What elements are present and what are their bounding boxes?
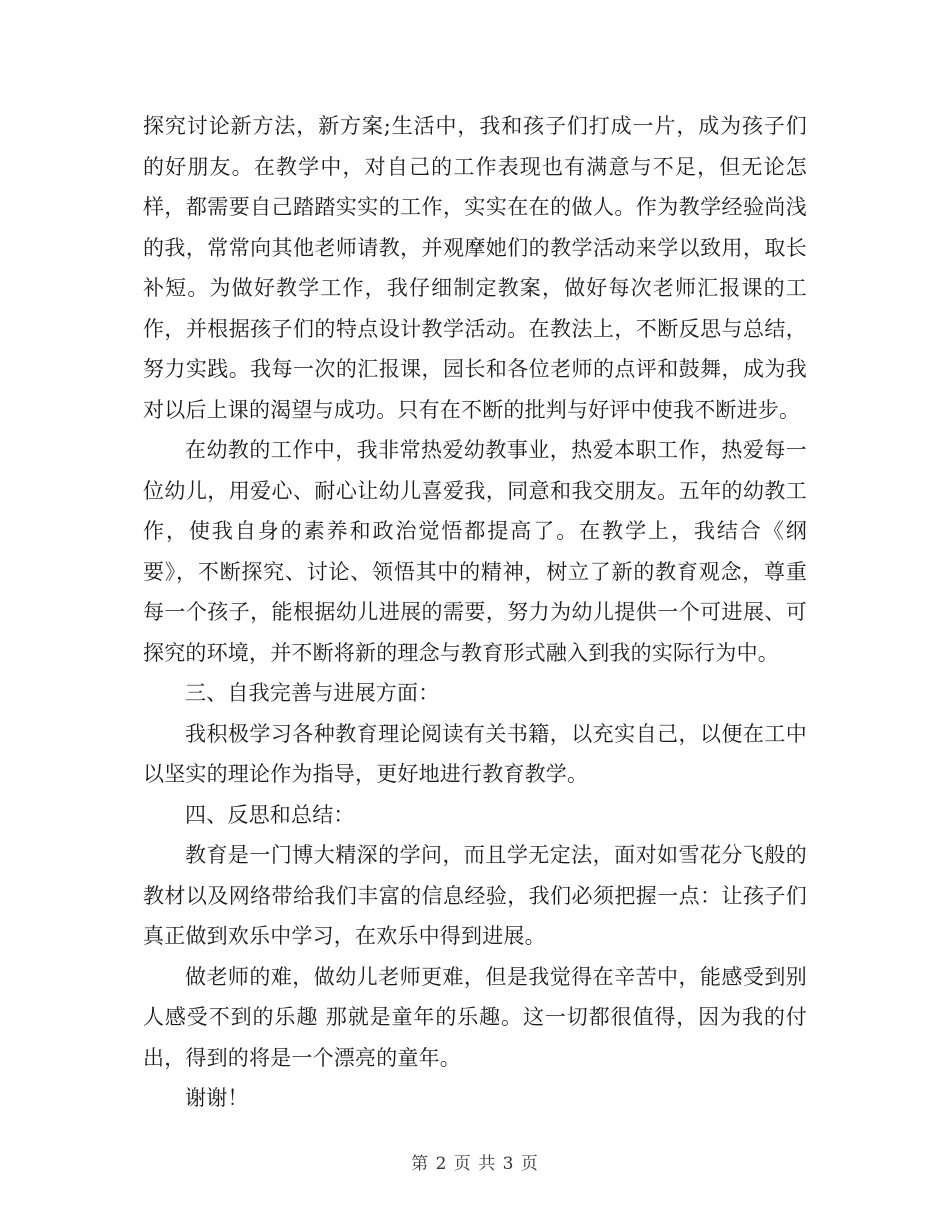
paragraph-reflection: 教育是一门博大精深的学问，而且学无定法，面对如雪花分飞般的教材以及网络带给我们丰富的信息经验，我们必须把握一点：让孩子们真正做到欢乐中学习，在欢乐中得到进展。 bbox=[143, 843, 807, 948]
section-heading-reflection: 四、反思和总结： bbox=[185, 802, 355, 827]
paragraph-thanks: 谢谢！ bbox=[185, 1086, 249, 1110]
page-number-footer: 第 2 页 共 3 页 bbox=[411, 1154, 539, 1174]
paragraph-conclusion: 做老师的难，做幼儿老师更难，但是我觉得在辛苦中，能感受到别人感受不到的乐趣 那就是童年的乐趣。这一切都很值得，因为我的付出，得到的将是一个漂亮的童年。 bbox=[143, 964, 807, 1070]
section-heading-self-improvement: 三、自我完善与进展方面： bbox=[185, 681, 440, 705]
document-body bbox=[143, 106, 807, 1119]
paragraph-self-improvement: 我积极学习各种教育理论阅读有关书籍，以充实自己，以便在工中以坚实的理论作为指导，更好地进行教育教学。 bbox=[143, 721, 807, 786]
paragraph-continuation: 探究讨论新方法，新方案;生活中，我和孩子们打成一片，成为孩子们的好朋友。在教学中，对自己的工作表现也有满意与不足，但无论怎样，都需要自己踏踏实实的工作，实实在在的做人。作为教学经验尚浅的我，常常向其他老师请教，并观摩她们的教学活动来学以致用，取长补短。为做好教学工作，我仔细制定教案，做好每次老师汇报课的工作，并根据孩子们的特点设计教学活动。在教法上，不断反思与总结，努力实践。我每一次的汇报课，园长和各位老师的点评和鼓舞，成为我对以后上课的渴望与成功。只有在不断的批判与好评中使我不断进步。 bbox=[143, 114, 807, 422]
paragraph-kindergarten-work: 在幼教的工作中，我非常热爱幼教事业，热爱本职工作，热爱每一位幼儿，用爱心、耐心让幼儿喜爱我，同意和我交朋友。五年的幼教工作，使我自身的素养和政治觉悟都提高了。在教学上，我结合《纲要》，不断探究、讨论、领悟其中的精神，树立了新的教育观念，尊重每一个孩子，能根据幼儿进展的需要，努力为幼儿提供一个可进展、可探究的环境，并不断将新的理念与教育形式融入到我的实际行为中。 bbox=[143, 438, 807, 665]
